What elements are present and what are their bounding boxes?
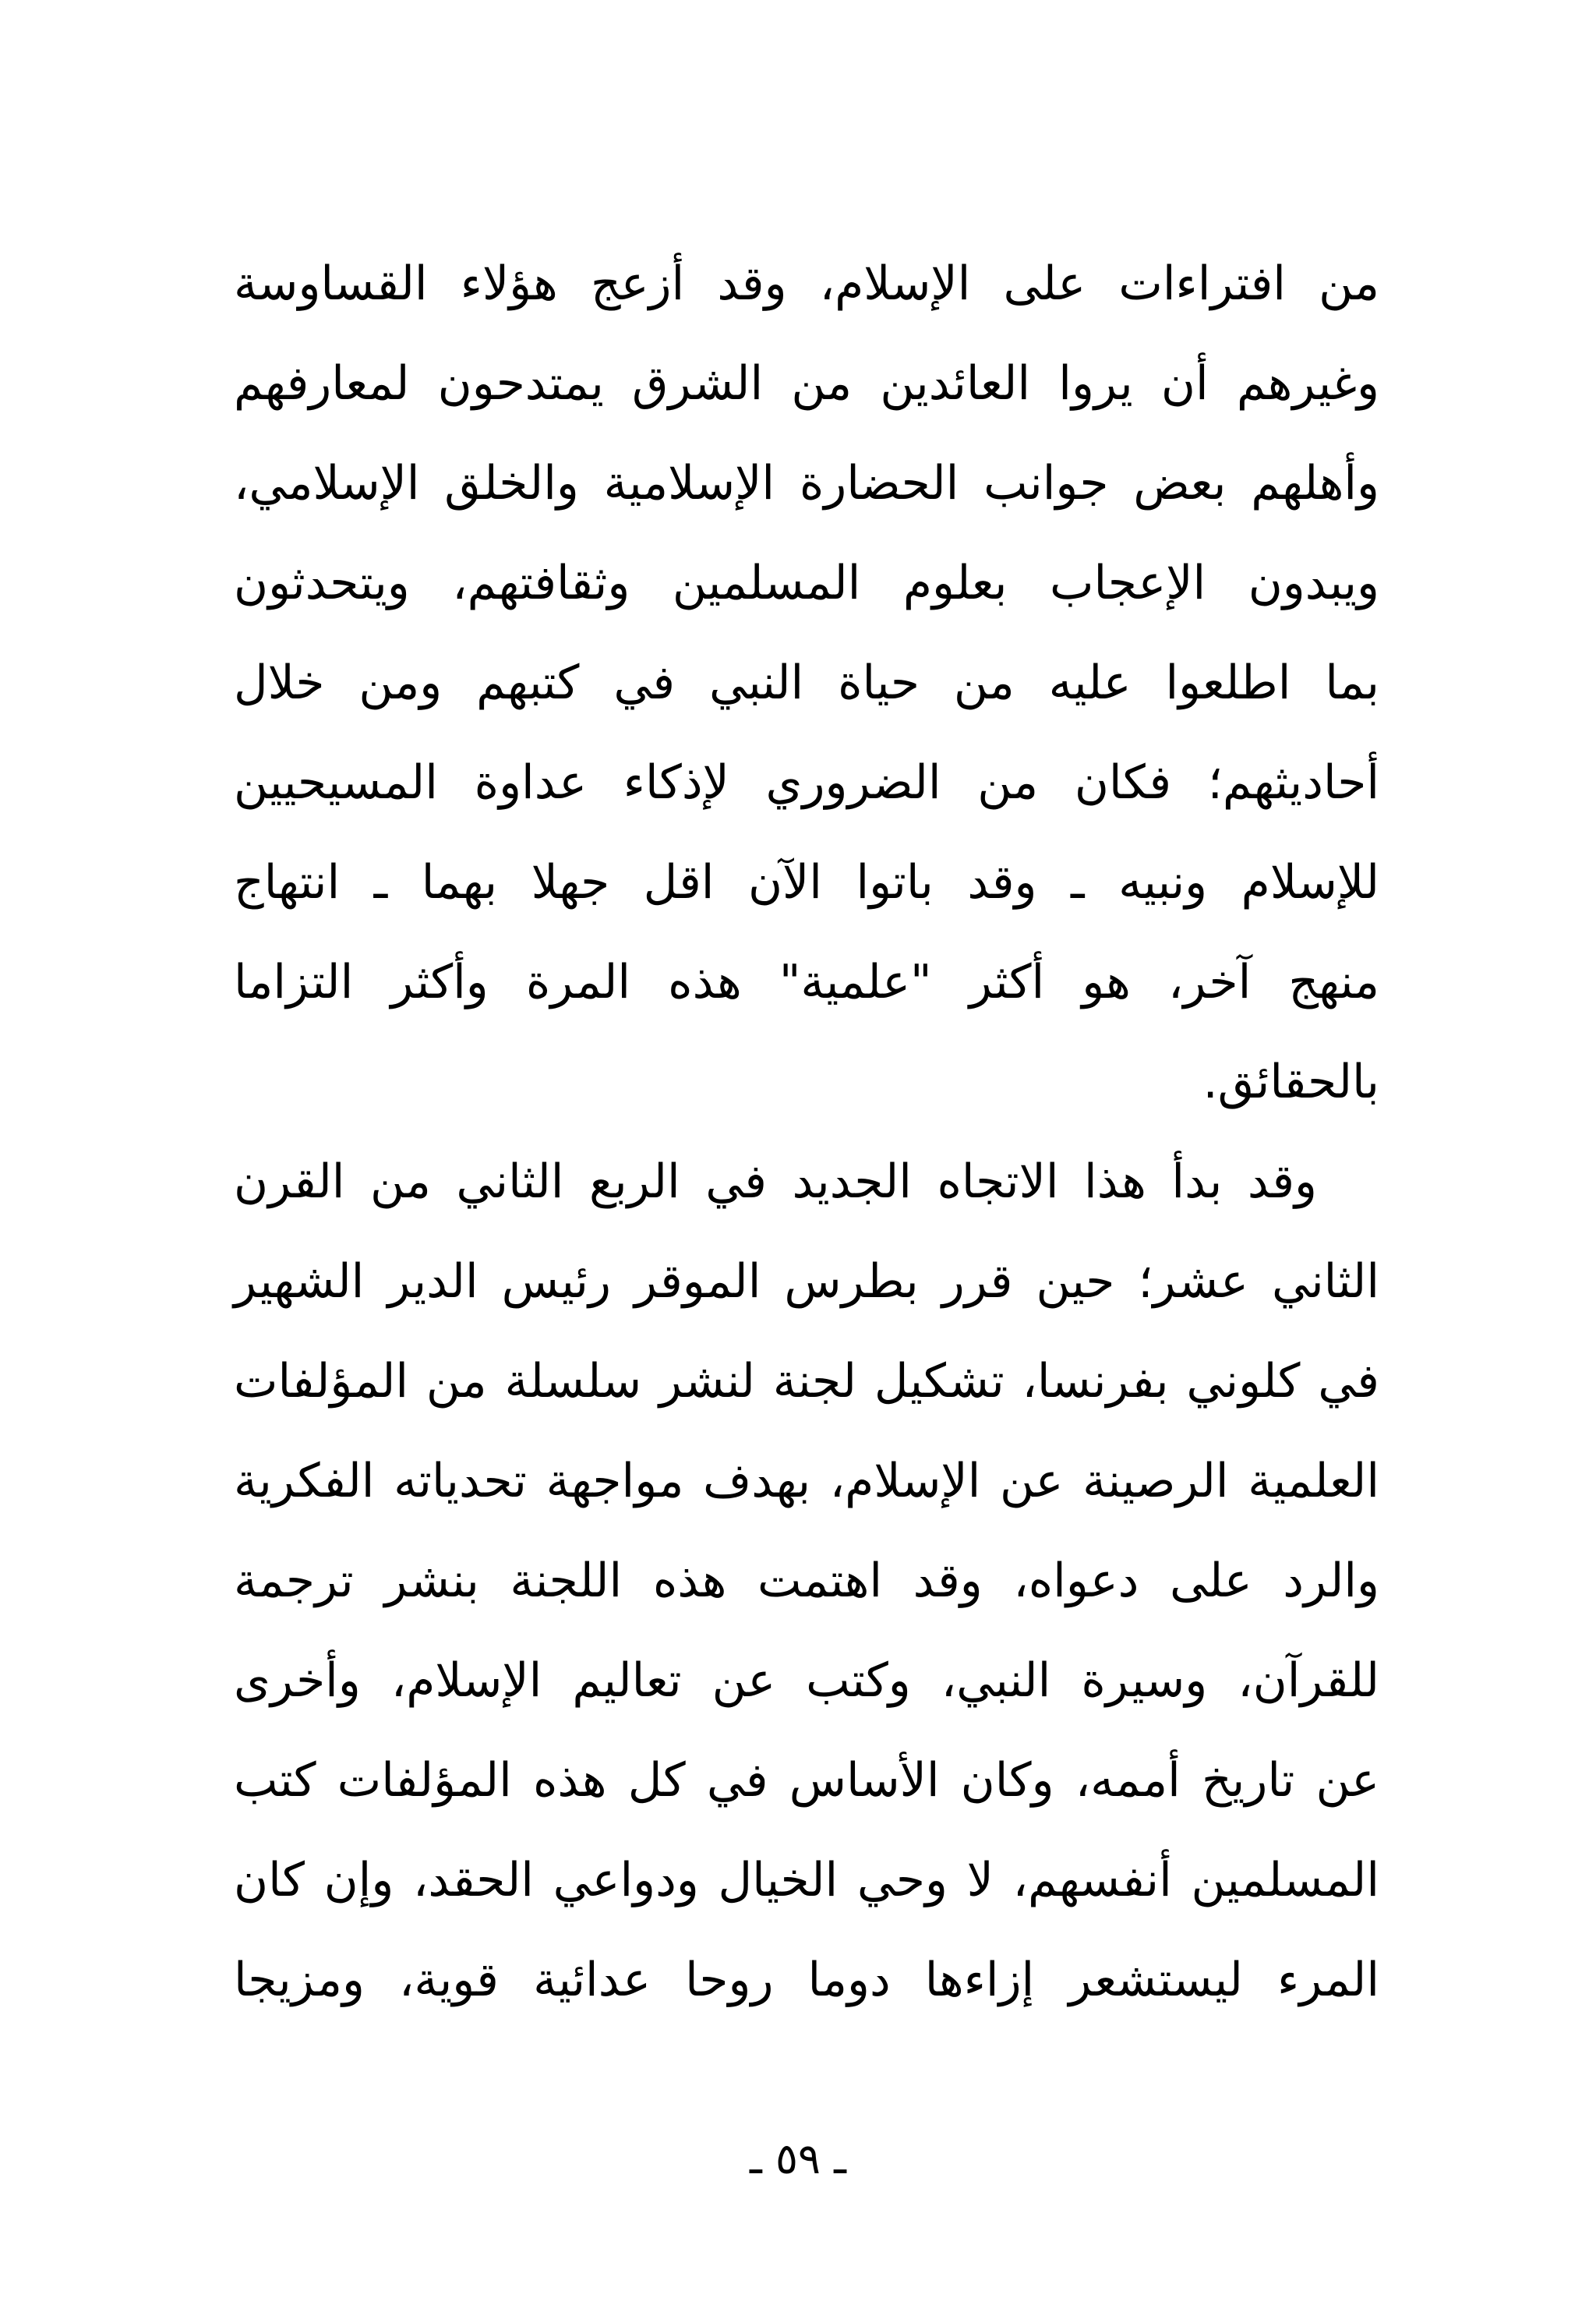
text-line: منهج آخر، هو أكثر "علمية" هذه المرة وأكثر التزاما (234, 955, 1379, 1009)
body-text (234, 234, 1379, 2030)
text-line: بما اطلعوا عليه من حياة النبي في كتبهم ومن خلال (234, 656, 1379, 710)
paragraph (234, 1132, 1379, 2030)
text-line: والرد على دعواه، وقد اهتمت هذه اللجنة بنشر ترجمة (234, 1554, 1379, 1608)
text-line: ويبدون الإعجاب بعلوم المسلمين وثقافتهم، ويتحدثون (234, 556, 1379, 610)
text-line: للإسلام ونبيه ـ وقد باتوا الآن اقل جهلا بهما ـ انتهاج (234, 855, 1379, 910)
text-line: المرء ليستشعر إزاءها دوما روحا عدائية قوية، ومزيجا (234, 1953, 1379, 2007)
text-line: من افتراءات على الإسلام، وقد أزعج هؤلاء القساوسة (234, 256, 1379, 311)
text-line: في كلوني بفرنسا، تشكيل لجنة لنشر سلسلة من المؤلفات (234, 1354, 1379, 1409)
text-line: عن تاريخ أممه، وكان الأساس في كل هذه المؤلفات كتب (234, 1753, 1379, 1808)
text-line: الثاني عشر؛ حين قرر بطرس الموقر رئيس الدير الشهير (234, 1254, 1379, 1309)
text-line: بالحقائق. (1202, 1055, 1379, 1109)
text-line: المسلمين أنفسهم، لا وحي الخيال ودواعي الحقد، وإن كان (234, 1853, 1379, 1907)
text-line: وأهلهم بعض جوانب الحضارة الإسلامية والخلق الإسلامي، (234, 456, 1379, 511)
text-line: وغيرهم أن يروا العائدين من الشرق يمتدحون لمعارفهم (234, 356, 1379, 411)
text-line: وقد بدأ هذا الاتجاه الجديد في الربع الثاني من القرن (234, 1154, 1317, 1209)
paragraph (234, 234, 1379, 1132)
text-line: أحاديثهم؛ فكان من الضروري لإذكاء عداوة المسيحيين (234, 755, 1379, 810)
text-line: للقرآن، وسيرة النبي، وكتب عن تعاليم الإسلام، وأخرى (234, 1653, 1379, 1708)
page-number: ـ ٥٩ ـ (749, 2134, 846, 2183)
text-line: العلمية الرصينة عن الإسلام، بهدف مواجهة تحدياته الفكرية (234, 1454, 1379, 1508)
